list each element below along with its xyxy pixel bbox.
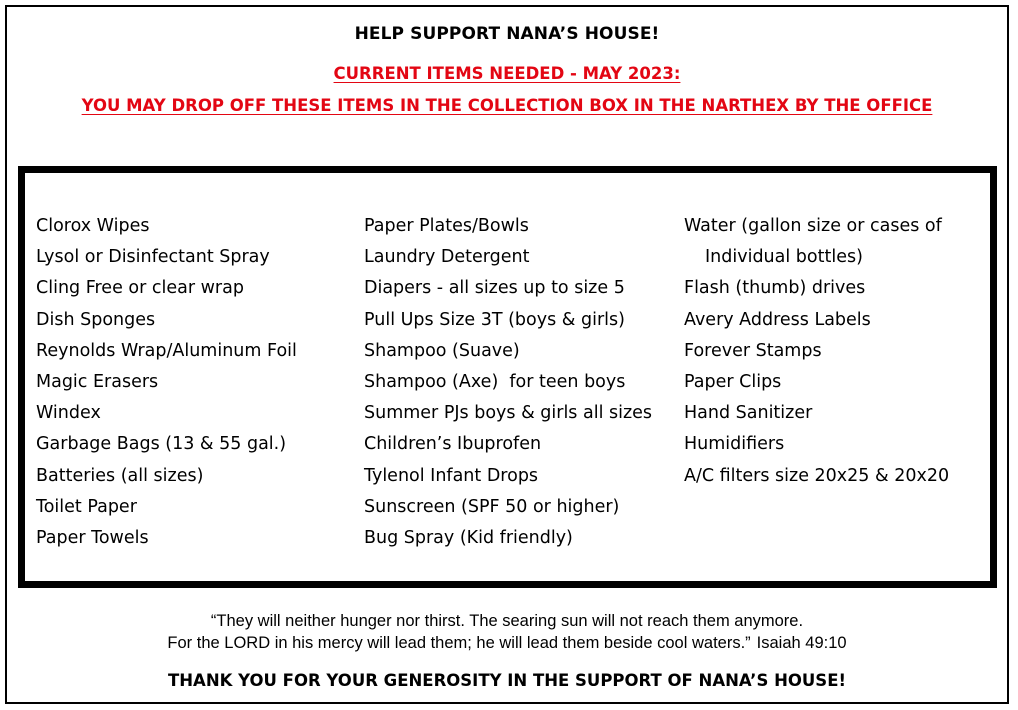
drop-off-instructions: YOU MAY DROP OFF THESE ITEMS IN THE COLLECTION BOX IN THE NARTHEX BY THE OFFICE <box>81 96 933 115</box>
list-item: Magic Erasers <box>36 372 159 393</box>
items-column-1 <box>36 211 297 554</box>
flyer-title: HELP SUPPORT NANA’S HOUSE! <box>354 24 660 44</box>
list-item: Diapers - all sizes up to size 5 <box>364 278 625 299</box>
list-item: Shampoo (Axe) for teen boys <box>364 372 626 393</box>
list-item: Paper Plates/Bowls <box>364 216 529 236</box>
list-item: Toilet Paper <box>36 496 137 517</box>
verse-line-1: “They will neither hunger nor thirst. The searing sun will not reach them anymore. <box>210 612 804 630</box>
list-item: Shampoo (Suave) <box>364 340 520 361</box>
list-item-continuation: Individual bottles) <box>705 247 863 268</box>
list-item: Cling Free or clear wrap <box>36 278 244 299</box>
list-item: Tylenol Infant Drops <box>364 465 539 486</box>
verse-line-2-wrap <box>7 632 1007 654</box>
list-item: Sunscreen (SPF 50 or higher) <box>364 496 620 517</box>
list-item: Hand Sanitizer <box>684 403 813 424</box>
list-item: Batteries (all sizes) <box>36 465 204 486</box>
verse-reference: Isaiah 49:10 <box>756 634 847 652</box>
list-item: Garbage Bags (13 & 55 gal.) <box>36 434 287 455</box>
list-item: Summer PJs boys & girls all sizes <box>364 403 653 424</box>
list-item: Avery Address Labels <box>684 309 871 330</box>
list-item: Lysol or Disinfectant Spray <box>36 247 270 268</box>
list-item: Paper Towels <box>36 528 149 549</box>
list-item: Water (gallon size or cases of <box>684 216 942 236</box>
list-item: Dish Sponges <box>36 309 156 330</box>
list-item: Clorox Wipes <box>36 216 150 236</box>
list-item: Pull Ups Size 3T (boys & girls) <box>364 309 625 330</box>
list-item: Laundry Detergent <box>364 247 530 268</box>
items-needed-heading: CURRENT ITEMS NEEDED - MAY 2023: <box>333 64 681 83</box>
list-item: Flash (thumb) drives <box>684 278 866 299</box>
list-item: Children’s Ibuprofen <box>364 434 542 455</box>
list-item: A/C filters size 20x25 & 20x20 <box>684 465 950 486</box>
list-item: Humidifiers <box>684 434 785 455</box>
items-list-box <box>18 166 997 588</box>
verse-line-2: For the LORD in his mercy will lead them; he will lead them beside cool waters.” <box>167 634 751 652</box>
scripture-verse <box>7 610 1007 654</box>
items-column-3 <box>684 211 949 492</box>
list-item: Forever Stamps <box>684 340 822 361</box>
list-item: Windex <box>36 403 101 424</box>
list-item: Paper Clips <box>684 372 782 393</box>
flyer-page <box>5 5 1009 704</box>
list-item: Bug Spray (Kid friendly) <box>364 528 573 549</box>
list-item: Reynolds Wrap/Aluminum Foil <box>36 340 297 361</box>
thank-you-message: THANK YOU FOR YOUR GENEROSITY IN THE SUPPORT OF NANA’S HOUSE! <box>167 671 846 690</box>
items-column-2 <box>364 211 652 554</box>
